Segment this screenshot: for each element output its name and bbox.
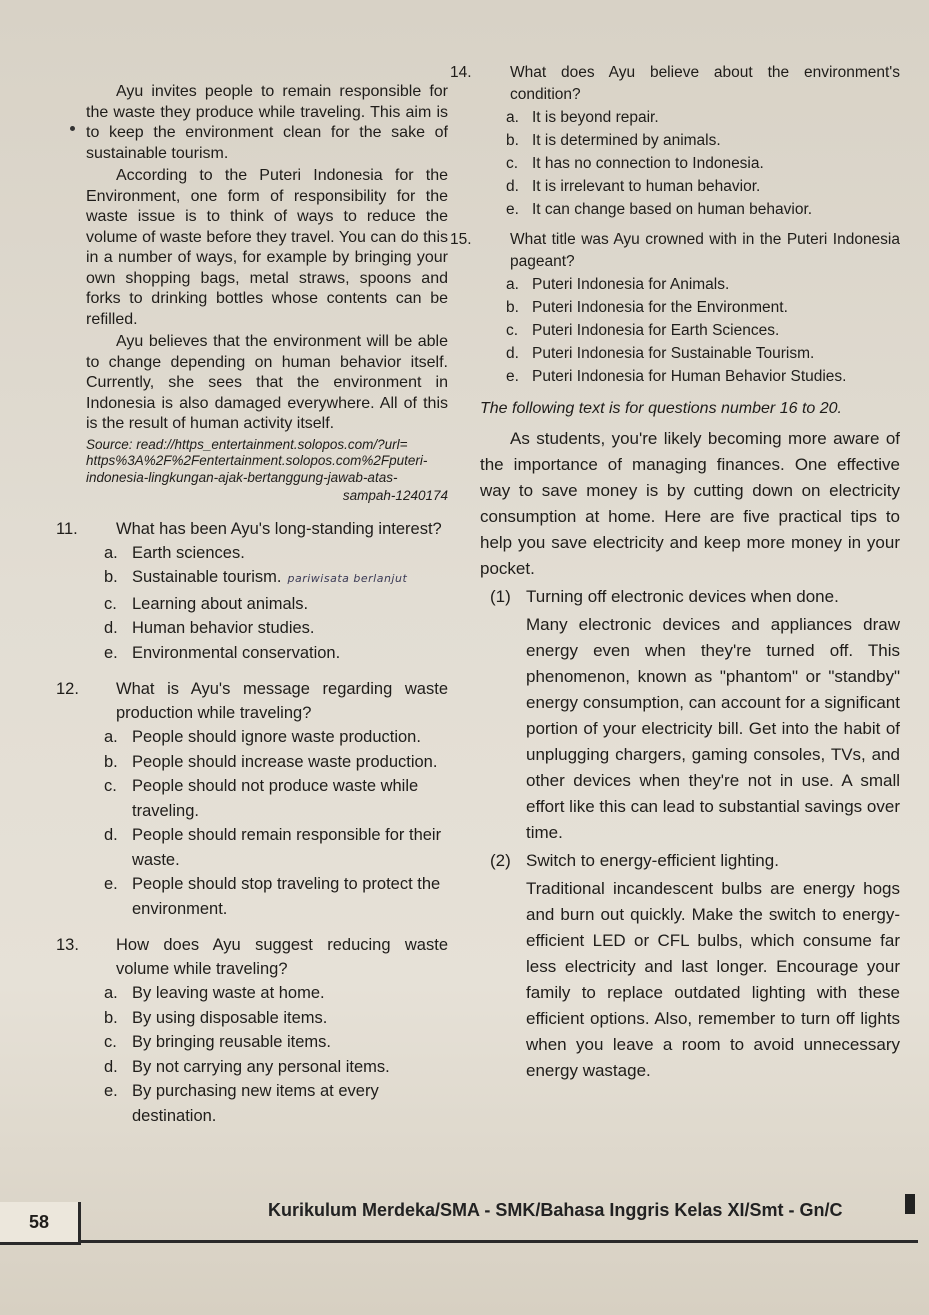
- answer-option: [480, 152, 900, 175]
- answer-option: [98, 774, 448, 823]
- question-stem: [56, 677, 448, 725]
- question-number: 13.: [56, 936, 79, 954]
- question-12: [56, 677, 448, 921]
- question-15: [450, 229, 900, 388]
- option-letter: a.: [506, 276, 519, 293]
- answer-option: [480, 273, 900, 296]
- option-letter: b.: [506, 299, 519, 316]
- tip-title: Turning off electronic devices when done.: [526, 587, 839, 606]
- option-text: Learning about animals.: [132, 594, 309, 613]
- option-text: Human behavior studies.: [132, 619, 315, 637]
- option-text: By purchasing new items at every destination.: [132, 1082, 379, 1125]
- option-letter: b.: [506, 132, 519, 149]
- option-letter: e.: [104, 1082, 118, 1100]
- option-letter: b.: [104, 568, 118, 586]
- option-text: It is irrelevant to human behavior.: [532, 178, 761, 195]
- reading-paragraph-1: Ayu invites people to remain responsible for the waste they produce while traveling. This aim is to keep the environment clean for the sake of sustainable tourism.: [86, 83, 448, 162]
- option-text: People should not produce waste while traveling.: [132, 777, 419, 820]
- option-letter: a.: [104, 543, 118, 562]
- question-text: What is Ayu's message regarding waste production while traveling?: [116, 680, 448, 722]
- answer-option: [98, 1030, 448, 1055]
- option-letter: d.: [104, 826, 118, 844]
- question-text: What has been Ayu's long-standing interest?: [116, 519, 442, 538]
- handwritten-note: pariwisata berlanjut: [287, 572, 408, 585]
- option-letter: e.: [506, 368, 519, 385]
- option-letter: e.: [104, 643, 118, 662]
- option-letter: c.: [104, 1033, 117, 1051]
- option-letter: b.: [104, 1008, 118, 1027]
- option-text: Environmental conservation.: [132, 643, 341, 662]
- source-citation: Source: read://https_entertainment.solopos.com/?url= https%3A%2F%2Fentertainment.solopos.com%2Fputeri-indonesia-lingkungan-ajak-bertanggung-jawab-atas-: [86, 436, 428, 485]
- option-letter: c.: [104, 594, 117, 613]
- option-letter: a.: [506, 109, 519, 126]
- option-letter: d.: [104, 1057, 118, 1076]
- reading-paragraph-2: According to the Puteri Indonesia for the Environment, one form of responsibility for the waste issue is to think of ways to reduce the volume of waste before they travel. You can do this in a number of ways, for example by bringing your own shopping bags, metal straws, spoons and forks to drinking bottles whose contents can be refilled.: [86, 167, 448, 328]
- question-text: How does Ayu suggest reducing waste volume while traveling?: [116, 936, 448, 978]
- option-text: It is beyond repair.: [532, 109, 659, 126]
- question-text: What does Ayu believe about the environment's condition?: [510, 64, 900, 103]
- option-text: Puteri Indonesia for Human Behavior Studies.: [532, 368, 847, 385]
- option-letter: c.: [506, 155, 519, 172]
- option-letter: a.: [104, 984, 118, 1002]
- answer-option: [98, 565, 448, 592]
- right-questions: [450, 62, 900, 388]
- option-text: By using disposable items.: [132, 1008, 328, 1027]
- bullet-dot: [70, 126, 75, 131]
- option-text: People should ignore waste production.: [132, 728, 421, 746]
- footer-title: Kurikulum Merdeka/SMA - SMK/Bahasa Inggris Kelas XI/Smt - Gn/C: [268, 1200, 843, 1220]
- answer-option: [480, 365, 900, 388]
- answer-option: [98, 641, 448, 666]
- option-text: Earth sciences.: [132, 543, 245, 562]
- option-letter: c.: [506, 322, 519, 339]
- option-letter: b.: [104, 752, 118, 771]
- tip-heading: [480, 848, 900, 874]
- answer-option: [98, 1079, 448, 1128]
- option-text: Puteri Indonesia for Sustainable Tourism.: [532, 345, 815, 362]
- question-number: 15.: [450, 231, 472, 248]
- tip-number: (1): [490, 587, 511, 606]
- right-column: [450, 62, 900, 1084]
- option-text: By leaving waste at home.: [132, 984, 325, 1002]
- tip-body: Many electronic devices and appliances draw energy even when they're turned off. This phenomenon, known as "phantom" or "standby" energy consumption, can account for a significant portion of your electricity bill. Get into the habit of unplugging chargers, gaming consoles, TVs, and other devices when they're not in use. A small effort like this can lead to substantial savings over time.: [526, 615, 900, 842]
- answer-option: [98, 823, 448, 872]
- option-letter: e.: [104, 875, 118, 893]
- tip-heading: [480, 584, 900, 610]
- answer-option: [98, 1055, 448, 1080]
- option-text: It has no connection to Indonesia.: [532, 155, 764, 172]
- option-letter: a.: [104, 728, 118, 746]
- option-letter: e.: [506, 201, 519, 218]
- left-questions: [56, 517, 448, 1129]
- tip-number: (2): [490, 851, 511, 870]
- question-stem: [56, 933, 448, 981]
- section-intro: The following text is for questions number 16 to 20.: [480, 400, 842, 417]
- option-text: Puteri Indonesia for the Environment.: [532, 299, 788, 316]
- answer-option: [98, 750, 448, 775]
- question-number: 12.: [56, 680, 79, 698]
- tip-body: Traditional incandescent bulbs are energy hogs and burn out quickly. Make the switch to energy-efficient LED or CFL bulbs, which consume far less electricity and last longer. Encourage your family to replace outdated lighting with these efficient options. Also, remember to turn off lights when you leave a room to avoid unnecessary energy wastage.: [526, 879, 900, 1080]
- option-text: Puteri Indonesia for Animals.: [532, 276, 730, 293]
- question-stem: [450, 229, 900, 273]
- answer-option: [98, 616, 448, 641]
- question-stem: [450, 62, 900, 106]
- answer-option: [98, 981, 448, 1006]
- option-text: By bringing reusable items.: [132, 1033, 332, 1051]
- section-paragraph: As students, you're likely becoming more aware of the importance of managing finances. One effective way to save money is by cutting down on electricity consumption at home. Here are five practical tips to help you save electricity and keep more money in your pocket.: [480, 429, 900, 578]
- tips-list: [480, 584, 900, 1084]
- question-stem: [56, 517, 448, 541]
- option-text: Sustainable tourism.: [132, 568, 282, 586]
- option-text: By not carrying any personal items.: [132, 1057, 390, 1076]
- answer-option: [480, 342, 900, 365]
- tip-title: Switch to energy-efficient lighting.: [526, 851, 779, 870]
- answer-option: [480, 198, 900, 221]
- footer-rule: [78, 1240, 918, 1243]
- question-text: What title was Ayu crowned with in the Puteri Indonesia pageant?: [510, 231, 900, 270]
- answer-option: [480, 129, 900, 152]
- option-text: People should remain responsible for their waste.: [132, 826, 442, 869]
- option-text: It is determined by animals.: [532, 132, 721, 149]
- answer-option: [98, 1006, 448, 1031]
- left-column: [56, 82, 448, 1128]
- page-footer: [0, 1190, 929, 1260]
- footer-marker: [905, 1194, 915, 1214]
- option-text: People should stop traveling to protect the environment.: [132, 875, 441, 918]
- option-letter: d.: [506, 345, 519, 362]
- reading-paragraph-3: Ayu believes that the environment will be able to change depending on human behavior itself. Currently, she sees that the environment in Indonesia is also damaged everywhere. All of this is the result of human activity itself.: [86, 333, 448, 432]
- question-13: [56, 933, 448, 1128]
- answer-option: [480, 106, 900, 129]
- page-number: 58: [0, 1202, 81, 1245]
- question-11: [56, 517, 448, 666]
- answer-option: [480, 296, 900, 319]
- answer-option: [480, 175, 900, 198]
- question-number: 11.: [56, 519, 78, 538]
- answer-option: [98, 541, 448, 566]
- option-letter: c.: [104, 777, 117, 795]
- question-14: [450, 62, 900, 221]
- source-citation-end: sampah-1240174: [342, 488, 448, 503]
- answer-option: [98, 725, 448, 750]
- answer-option: [480, 319, 900, 342]
- option-text: People should increase waste production.: [132, 752, 438, 771]
- option-text: Puteri Indonesia for Earth Sciences.: [532, 322, 780, 339]
- question-number: 14.: [450, 64, 472, 81]
- option-letter: d.: [506, 178, 519, 195]
- answer-option: [98, 872, 448, 921]
- answer-option: [98, 592, 448, 617]
- option-text: It can change based on human behavior.: [532, 201, 813, 218]
- option-letter: d.: [104, 619, 118, 637]
